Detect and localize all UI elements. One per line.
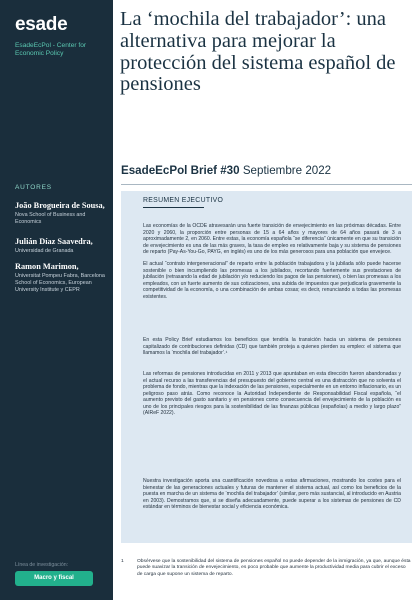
author-block xyxy=(15,201,110,226)
footnote-number: 1 xyxy=(121,559,124,564)
summary-paragraph: Nuestra investigación aporta una cuantificación novedosa a estas afirmaciones, mostrando los costes para el bienestar de las generaciones actuales y futuras de mantener el sistema actual, así como los beneficios de la puesta en marcha de un sistema de ‘mochila del trabajador’ (similar, pero más sustancial, al introducido en Austria en 2003). Demostramos que, si se diseña adecuadamente, puede superar a los sistemas de pensiones de CD estándar en términos de bienestar social y eficiencia económica. xyxy=(143,478,401,510)
summary-heading-rule xyxy=(143,207,204,208)
executive-summary-box xyxy=(121,191,412,543)
summary-paragraph: Las reformas de pensiones introducidas en 2011 y 2013 que apuntaban en esta dirección fueron abandonadas y el actual recurso a las transferencias del presupuesto del gobierno central es una distracción que no solventa el problema de fondo, mientras que la indexación de las pensiones, especialmente en un entorno inflacionario, es un peligroso paso atrás. Como reconoce la Autoridad Independiente de Responsabilidad Fiscal española, “el aumento previsto del gasto sanitario y en pensiones como consecuencia del envejecimiento de la población es uno de los principales riesgos para la sostenibilidad de las finanzas públicas (españolas) a medio y largo plazo” (AIReF 2022). xyxy=(143,371,401,416)
author-name: Julián Díaz Saavedra, xyxy=(15,237,93,246)
main-content xyxy=(113,0,419,600)
esade-logo: esade xyxy=(15,14,68,35)
brief-label: EsadeEcPol Brief #30 xyxy=(121,164,240,177)
summary-paragraph: El actual “contrato intergeneracional” de reparto entre la población trabajadora y la jubilada sólo puede hacerse sostenible o bien incumpliendo las promesas a los jubilados, recortando fuertemente sus prestaciones de jubilación (retrasando la edad de jubilación y/o reduciendo los pagos de las pensiones), o bien las promesas a los empleados, con un fuerte aumento de sus cotizaciones, una subida de impuestos que perjudicaría gravemente la competitividad de la economía, o una combinación de ambas cosas; es decir, renunciando a todas las promesas existentes. xyxy=(143,261,401,300)
summary-paragraph: En esta Policy Brief estudiamos los beneficios que tendría la transición hacia un sistema de pensiones capitalizado de contribuciones definidas (CD) que también proteja a quienes pierden su empleo: el sistema que llamamos la ‘mochila del trabajador’.¹ xyxy=(143,337,401,356)
author-block xyxy=(15,237,110,255)
research-line-button[interactable]: Macro y fiscal xyxy=(15,571,93,586)
author-affiliation: Nova School of Business and Economics xyxy=(15,211,86,225)
divider xyxy=(121,184,412,185)
center-name: EsadeEcPol - Center for Economic Policy xyxy=(15,42,87,58)
footnote-text: Obsérvese que la sostenibilidad del sistema de pensiones español no puede depender de la inmigración, ya que, aunque ésta puede suavizar la transición de envejecimiento, es poco probable que aumente la productividad media para cubrir el exceso de carga que supone un sistema de reparto. xyxy=(137,559,411,577)
sidebar xyxy=(0,0,113,600)
author-affiliation: Universidad de Granada xyxy=(15,247,74,254)
summary-heading: RESUMEN EJECUTIVO xyxy=(143,197,224,204)
authors-heading: AUTORES xyxy=(15,184,52,191)
summary-paragraph: Las economías de la OCDE atravesarán una fuerte transición de envejecimiento en las próximas décadas. Entre 2020 y 2060, la proporción entre personas de 15 a 64 años y mayores de 64 años pasará de 3 a aproximadamente 2, en 2060. Entre estas, la economía española “se diferencia” únicamente en que su transición de envejecimiento es una de las más graves, la tasa de empleo es relativamente baja y su sistema de pensiones de reparto (Pay-As-You-Go, PAYG, en inglés) es uno de los más generosos para una población que envejece. xyxy=(143,223,401,255)
author-name: Ramon Marimon, xyxy=(15,262,79,271)
author-name: João Brogueira de Sousa, xyxy=(15,201,105,210)
author-block xyxy=(15,262,110,294)
brief-date: Septiembre 2022 xyxy=(242,164,332,177)
brief-line xyxy=(121,164,331,177)
page-title: La ‘mochila del trabajador’: una alternativa para mejorar la protección del sistema español de pensiones xyxy=(120,8,396,96)
author-affiliation: Universitat Pompeu Fabra, Barcelona School of Economics, European University Institute y CEPR xyxy=(15,272,105,293)
research-line-label: Línea de investigación: xyxy=(15,562,69,568)
